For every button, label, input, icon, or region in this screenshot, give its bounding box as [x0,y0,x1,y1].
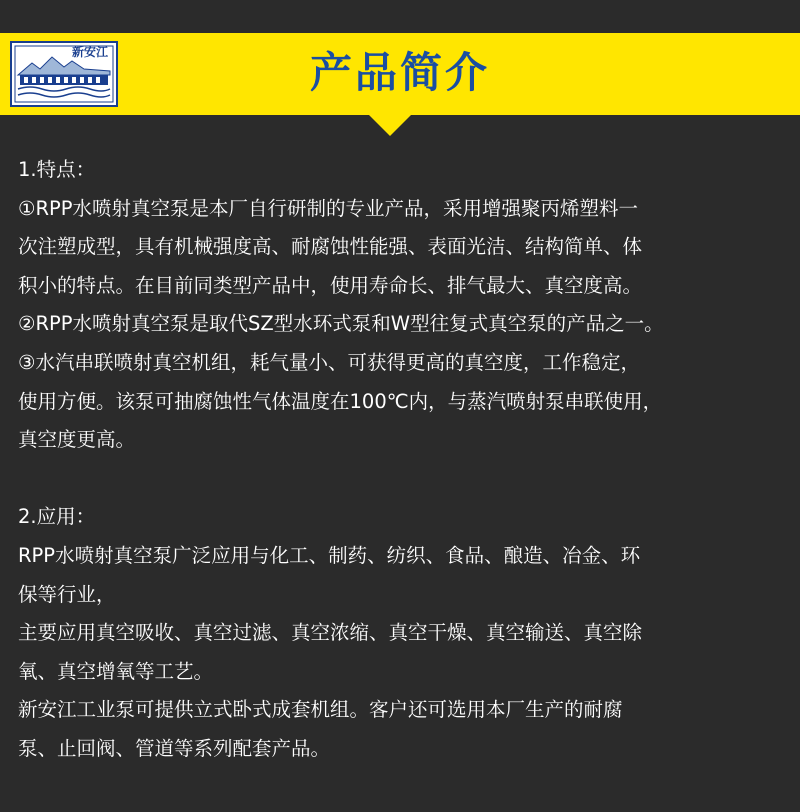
features-line: 次注塑成型，具有机械强度高、耐腐蚀性能强、表面光洁、结构简单、体 [18,235,643,259]
applications-line: 保等行业， [18,582,116,606]
applications-line: 主要应用真空吸收、真空过滤、真空浓缩、真空干燥、真空输送、真空除 [18,621,643,645]
section-spacer [18,460,788,499]
banner-pointer [368,114,412,136]
applications-line: RPP水喷射真空泵广泛应用与化工、制药、纺织、食品、酿造、冶金、环 [18,543,641,567]
applications-line: 新安江工业泵可提供立式卧式成套机组。客户还可选用本厂生产的耐腐 [18,698,623,722]
logo-text: 新安江 [72,45,109,59]
features-line: ③水汽串联喷射真空机组，耗气量小、可获得更高的真空度，工作稳定， [18,350,640,374]
applications-heading: 2.应用： [18,505,96,529]
features-line: ①RPP水喷射真空泵是本厂自行研制的专业产品，采用增强聚丙烯塑料一 [18,196,639,220]
features-line: 积小的特点。在目前同类型产品中，使用寿命长、排气最大、真空度高。 [18,273,643,297]
applications-line: 氧、真空增氧等工艺。 [18,659,214,683]
product-intro-content [18,151,788,769]
applications-line: 泵、止回阀、管道等系列配套产品。 [18,736,331,760]
features-line: 使用方便。该泵可抽腐蚀性气体温度在100℃内，与蒸汽喷射泵串联使用， [18,389,663,413]
features-line: ②RPP水喷射真空泵是取代SZ型水环式泵和W型往复式真空泵的产品之一。 [18,312,664,336]
page-title: 产品简介 [309,48,490,97]
features-heading: 1.特点： [18,158,96,181]
features-line: 真空度更高。 [18,428,136,452]
